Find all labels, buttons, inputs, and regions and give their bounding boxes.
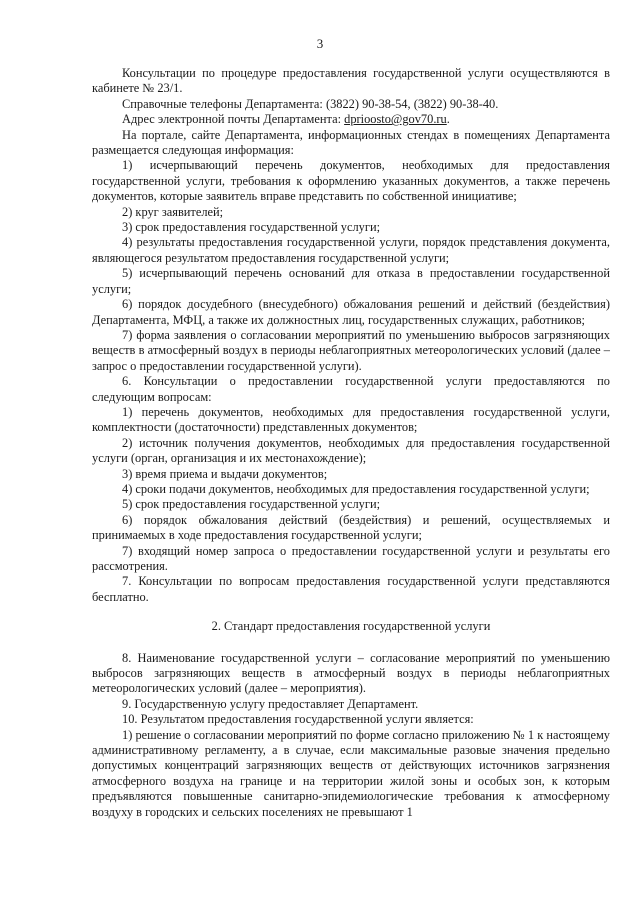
page-number: 3 (316, 36, 324, 51)
list-item: 7) форма заявления о согласовании мероприятий по уменьшению выбросов загрязняющих веществ в атмосферный воздух в периоды неблагоприятных метеорологических условий (далее – запрос о предоставлении государственной услуги). (92, 327, 610, 373)
list-item: 6) порядок досудебного (внесудебного) обжалования решений и действий (бездействия) Департамента, МФЦ, а также их должностных лиц, государственных служащих, работников; (92, 297, 610, 327)
section-heading: 2. Стандарт предоставления государственной услуги (211, 619, 491, 634)
list-item: 1) исчерпывающий перечень документов, необходимых для предоставления государственной услуги, требования к оформлению указанных документов, а также перечень документов, которые заявитель вправе представить по собственной инициативе; (92, 158, 610, 204)
list-item: 3) срок предоставления государственной услуги; (122, 220, 381, 235)
list-item: 5) исчерпывающий перечень оснований для отказа в предоставлении государственной услуги; (92, 266, 610, 296)
paragraph: Справочные телефоны Департамента: (3822) 90-38-54, (3822) 90-38-40. (122, 96, 499, 111)
email-suffix: . (446, 112, 450, 127)
paragraph: На портале, сайте Департамента, информационных стендах в помещениях Департамента размещается следующая информация: (92, 127, 610, 158)
list-item: 1) решение о согласовании мероприятий по форме согласно приложению № 1 к настоящему административному регламенту, а в случае, если максимальные разовые значения предельно допустимых концентраций загрязняющих веществ от действующих источников загрязнения атмосферного воздуха на границе и на территории жилой зоны и особых зон, к которым предъявляются повышенные санитарно-эпидемиологические требования к атмосферному воздуху в городских и сельских поселениях не превышают 1 (92, 727, 610, 819)
document-body (92, 66, 610, 820)
paragraph: 8. Наименование государственной услуги – согласование мероприятий по уменьшению выбросов загрязняющих веществ в атмосферный воздух в периоды неблагоприятных метеорологических условий (далее – мероприятия). (92, 650, 610, 696)
list-item: 6) порядок обжалования действий (бездействия) и решений, осуществляемых и принимаемых в ходе предоставления государственной услуги; (92, 512, 610, 543)
list-item: 4) результаты предоставления государственной услуги, порядок представления документа, являющегося результатом предоставления государственной услуги; (92, 235, 610, 265)
list-item: 4) сроки подачи документов, необходимых для предоставления государственной услуги; (122, 481, 590, 496)
list-item: 5) срок предоставления государственной услуги; (122, 497, 381, 512)
list-item: 3) время приема и выдачи документов; (122, 466, 328, 481)
list-item: 2) круг заявителей; (122, 204, 224, 219)
paragraph: 6. Консультации о предоставлении государственной услуги предоставляются по следующим вопросам: (92, 374, 610, 404)
paragraph: 9. Государственную услугу предоставляет Департамент. (122, 696, 419, 711)
paragraph: 7. Консультации по вопросам предоставления государственной услуги представляются бесплатно. (92, 574, 610, 604)
email-paragraph (92, 112, 610, 127)
paragraph: 10. Результатом предоставления государственной услуги является: (122, 712, 474, 727)
list-item: 2) источник получения документов, необходимых для предоставления государственной услуги (орган, организация и их местонахождение); (92, 435, 610, 466)
paragraph: Консультации по процедуре предоставления государственной услуги осуществляются в кабинете № 23/1. (92, 66, 610, 96)
list-item: 7) входящий номер запроса о предоставлении государственной услуги и результаты его рассмотрения. (92, 543, 610, 573)
email-link[interactable]: dprioosto@gov70.ru (344, 112, 447, 127)
list-item: 1) перечень документов, необходимых для предоставления государственной услуги, комплектности (достаточности) представленных документов; (92, 404, 610, 435)
email-label: Адрес электронной почты Департамента: (122, 112, 345, 127)
